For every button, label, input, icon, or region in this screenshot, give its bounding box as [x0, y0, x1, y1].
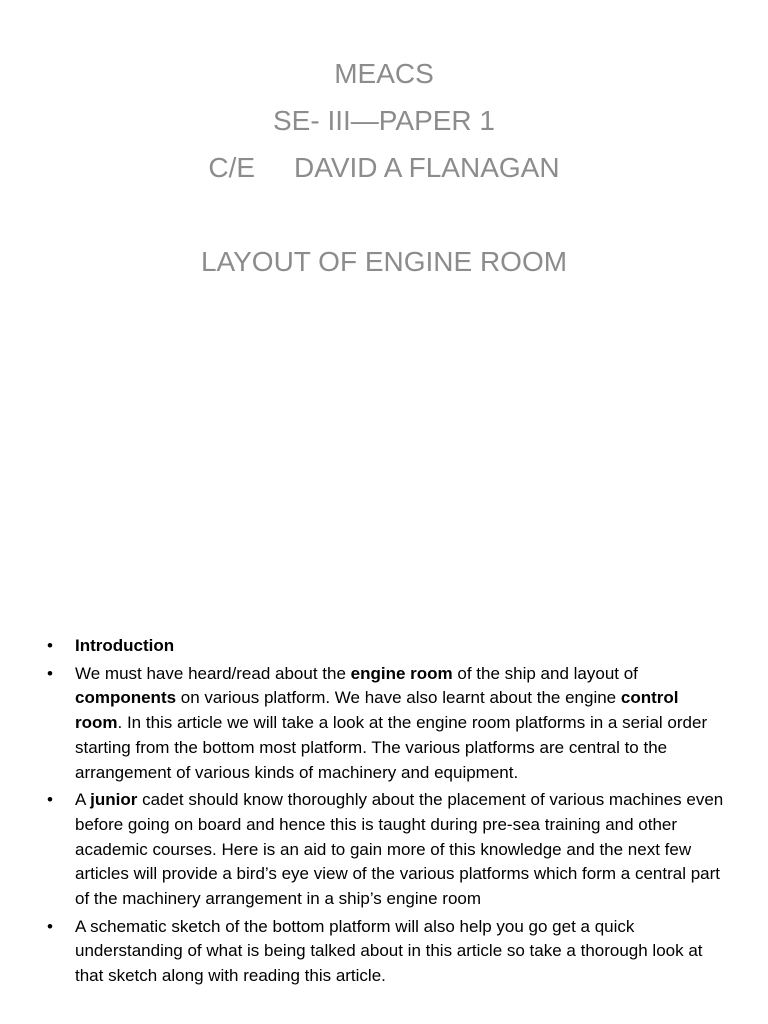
content-slide [44, 634, 728, 992]
paper-title: SE- III—PAPER 1 [273, 105, 495, 136]
bullet-icon: • [47, 663, 53, 683]
para2-text-2: cadet should know thoroughly about the placement of various machines even before going on board and hence this is taught during pre-sea training and other academic courses. Here is an aid to gain more of this knowledge and the next few articles will provide a bird’s eye view of the various platforms which form a central part of the machinery arrangement in a ship’s engine room [75, 790, 724, 909]
para1-bold-control-room: control room [75, 688, 679, 733]
intro-heading: Introduction [75, 636, 175, 655]
para1-bold-engine-room: engine room [350, 663, 453, 683]
para1-text-2: of the ship and layout of [452, 663, 638, 683]
para1-text-1: We must have heard/read about the [75, 663, 351, 683]
title-slide [0, 50, 768, 285]
para1-text-4: . In this article we will take a look at the engine room platforms in a serial order starting from the bottom most platform. The various platforms are central to the arrangement of various kinds of machinery and equipment. [75, 713, 708, 782]
institution-title: MEACS [334, 58, 434, 89]
list-item-paragraph-1 [44, 662, 728, 786]
para2-bold-junior: junior [90, 790, 138, 810]
topic-heading: LAYOUT OF ENGINE ROOM [200, 246, 568, 277]
para1-text-3: on various platform. We have also learnt about the engine [176, 688, 621, 708]
bullet-icon: • [47, 916, 53, 936]
list-item-paragraph-2 [44, 788, 728, 912]
title-spacer [0, 191, 768, 238]
para1-bold-components: components [75, 688, 177, 708]
bullet-list [44, 634, 728, 989]
list-item-introduction [44, 634, 728, 659]
list-item-paragraph-3 [44, 915, 728, 989]
bullet-icon: • [47, 790, 53, 810]
bullet-icon: • [47, 636, 53, 655]
para3-text-1: A schematic sketch of the bottom platform will also help you go get a quick understanding of what is being talked about in this article so take a thorough look at that sketch along with reading this article. [75, 916, 703, 986]
para2-text-1: A [75, 790, 91, 810]
author-line: C/E DAVID A FLANAGAN [208, 152, 560, 183]
